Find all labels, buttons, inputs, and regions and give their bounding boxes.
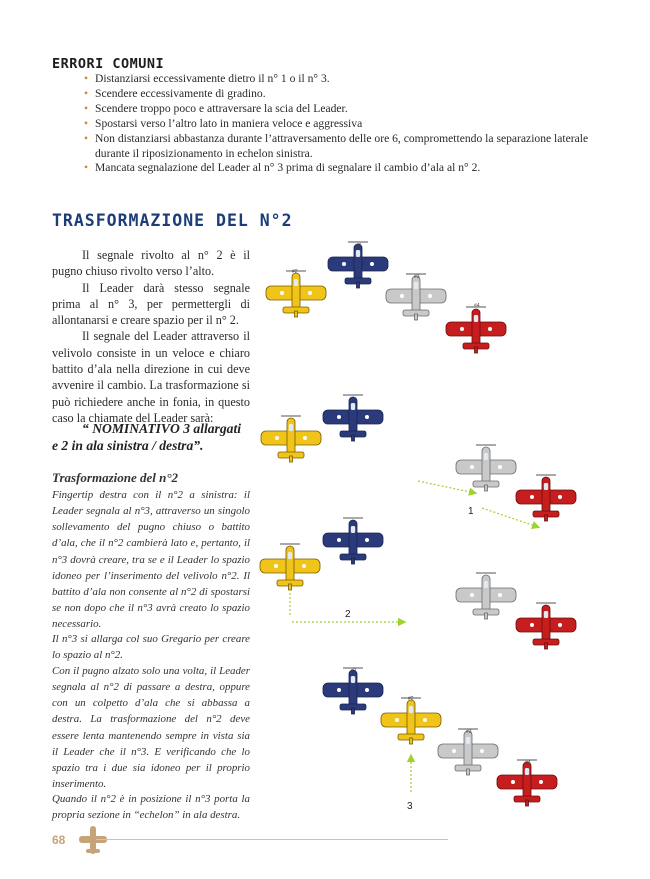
errors-heading: ERRORI COMUNI [52,56,165,72]
list-item: • Mancata segnalazione del Leader al n° 3 prima di segnalare il cambio d’ala al n° 2. [84,161,481,175]
step-label: 2 [345,609,351,620]
bullet-icon: • [84,131,89,145]
list-item: • Distanziarsi eccessivamente dietro il n° 1 o il n° 3. [84,72,330,85]
list-item: • Scendere eccessivamente di gradino. [84,86,266,100]
plane-4-icon [497,760,557,806]
step-label: 3 [407,801,413,812]
italic-paragraph-2: Il n°3 si allarga col suo Gregario per creare lo spazio al n°2. [52,633,250,662]
plane-4-icon [516,603,576,649]
bullet-icon: • [84,116,89,130]
plane-3-icon [386,274,446,320]
plane-tag: #3 [466,729,472,735]
page-number: 68 [52,833,66,847]
plane-2-icon [266,271,326,317]
plane-silhouette-icon [79,826,107,854]
movement-arrow [418,481,475,493]
list-item: • Scendere troppo poco e attraversare la scia del Leader. [84,101,348,115]
plane-tag: #4 [525,760,531,766]
paragraph: Il segnale del Leader attraverso il velivolo consiste in un veloce e chiaro battito d’ala nella direzione in cui deve avvenire il cambio. La trasformazione si può richiedere anche in fonia, in questo caso la chiamate del Leader sarà: [52,329,250,425]
paragraph: Il Leader darà stesso segnale prima al n° 3, per permettergli di allontanarsi e creare spazio per il n° 2. [52,280,250,328]
plane-1-icon [323,518,383,564]
italic-paragraph-3: Con il pugno alzato solo una volta, il Leader segnala al n°2 di passare a destra, oppure con un colpetto d’ala che si abbassa a destra. La trasformazione del n°2 deve essere lenta mantenendo sempre in vista sia il Leader che il n°3. E verificando che lo spazio tra i due sia idoneo per il proprio inserimento. [52,665,250,791]
plane-1-icon [323,395,383,441]
plane-tag: #2 [408,696,414,702]
plane-tag: #1 [351,668,357,674]
footer-divider [96,839,448,840]
plane-4-icon [446,307,506,353]
plane-4-icon [516,475,576,521]
step-label: 1 [468,506,474,517]
italic-paragraph-1: Fingertip destra con il n°2 a sinistra: il Leader segnala al n°3, attraverso un singolo sollevamento del pugno chiuso o battito d’ala, che il n°2 cambierà lato e, pertanto, il n°3 dovrà creare, tra se e il Leader lo spazio idoneo per l’inserimento del velivolo n°2. Il battito d’ala non consente al n°2 di spostarsi se non dopo che il n°3 avrà creato lo spazio necessario. [52,489,250,631]
plane-3-icon [456,573,516,619]
section-title: TRASFORMAZIONE DEL N°2 [52,211,293,230]
plane-tag: #3 [414,274,420,280]
list-item: • Spostarsi verso l’altro lato in maniera veloce e aggressiva [84,116,363,130]
plane-tag: #4 [474,303,480,309]
list-item: • Non distanziarsi abbastanza durante l’attraversamento delle ore 6, compromettendo la separazione laterale durante il riposizionamento in echelon sinistra. [84,131,589,160]
plane-2-icon [261,416,321,462]
bullet-icon: • [84,101,89,115]
italic-paragraph-4: Quando il n°2 è in posizione il n°3 porta la propria sezione in “echelon” in ala destra. [52,793,250,822]
bullet-icon: • [84,86,89,100]
bullet-icon: • [84,72,89,85]
subheading: Trasformazione del n°2 [52,470,179,485]
movement-arrow [482,508,538,527]
plane-tag: #1 [356,243,362,249]
paragraph: Il segnale rivolto al n° 2 è il pugno chiuso rivolto verso l’alto. [52,248,250,279]
plane-3-icon [456,445,516,491]
plane-2-icon [260,544,320,590]
bullet-icon: • [84,161,89,175]
plane-2-icon [381,698,441,744]
plane-3-icon [438,729,498,775]
quote-line: e 2 in ala sinistra / destra”. [52,437,204,453]
plane-1-icon [323,668,383,714]
plane-tag: #2 [292,269,298,275]
quote-line: “ NOMINATIVO 3 allargati [82,421,241,436]
